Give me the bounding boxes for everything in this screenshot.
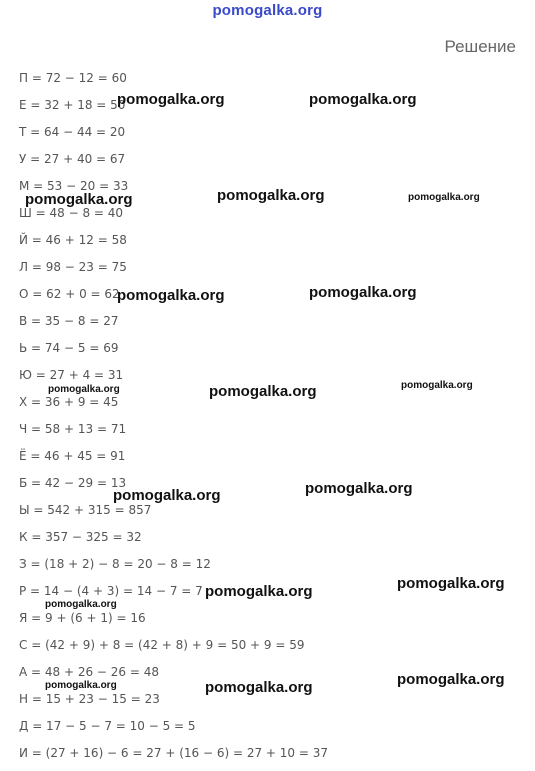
equation-line: Д = 17 − 5 − 7 = 10 − 5 = 5	[19, 719, 196, 733]
solution-heading: Решение	[444, 37, 516, 56]
watermark: pomogalka.org	[45, 680, 117, 691]
equation-line: М = 53 − 20 = 33	[19, 179, 129, 193]
equation-line: Ч = 58 + 13 = 71	[19, 422, 127, 436]
watermark: pomogalka.org	[305, 480, 413, 497]
equation-line: Р = 14 − (4 + 3) = 14 − 7 = 7	[19, 584, 203, 598]
equation-line: Ё = 46 + 45 = 91	[19, 449, 126, 463]
watermark: pomogalka.org	[45, 599, 117, 610]
watermark: pomogalka.org	[113, 487, 221, 504]
equation-list	[19, 69, 328, 771]
equation-line: Е = 32 + 18 = 50	[19, 98, 126, 112]
watermark: pomogalka.org	[205, 679, 313, 696]
watermark: pomogalka.org	[117, 287, 225, 304]
watermark: pomogalka.org	[205, 583, 313, 600]
equation-line: Ю = 27 + 4 = 31	[19, 368, 124, 382]
equation-line: О = 62 + 0 = 62	[19, 287, 120, 301]
equation-line: З = (18 + 2) − 8 = 20 − 8 = 12	[19, 557, 211, 571]
equation-line: Т = 64 − 44 = 20	[19, 125, 126, 139]
equation-line: И = (27 + 16) − 6 = 27 + (16 − 6) = 27 + 10 = 37	[19, 746, 329, 760]
watermark: pomogalka.org	[25, 191, 133, 208]
watermark: pomogalka.org	[408, 192, 480, 203]
equation-line: Й = 46 + 12 = 58	[19, 233, 127, 247]
equation-line: Н = 15 + 23 − 15 = 23	[19, 692, 160, 706]
watermark: pomogalka.org	[217, 187, 325, 204]
watermark: pomogalka.org	[209, 383, 317, 400]
equation-line: Ь = 74 − 5 = 69	[19, 341, 119, 355]
equation-line: Х = 36 + 9 = 45	[19, 395, 119, 409]
watermark: pomogalka.org	[401, 380, 473, 391]
equation-line: Л = 98 − 23 = 75	[19, 260, 127, 274]
equation-line: П = 72 − 12 = 60	[19, 71, 127, 85]
equation-line: В = 35 − 8 = 27	[19, 314, 119, 328]
watermark: pomogalka.org	[309, 91, 417, 108]
watermark: pomogalka.org	[397, 671, 505, 688]
watermark: pomogalka.org	[309, 284, 417, 301]
equation-line: С = (42 + 9) + 8 = (42 + 8) + 9 = 50 + 9 = 59	[19, 638, 305, 652]
equation-line: Я = 9 + (6 + 1) = 16	[19, 611, 146, 625]
top-watermark: pomogalka.org	[212, 2, 323, 19]
equation-line: Ш = 48 − 8 = 40	[19, 206, 124, 220]
watermark: pomogalka.org	[117, 91, 225, 108]
watermark: pomogalka.org	[397, 575, 505, 592]
equation-line: У = 27 + 40 = 67	[19, 152, 126, 166]
equation-line: Б = 42 − 29 = 13	[19, 476, 127, 490]
equation-line: А = 48 + 26 − 26 = 48	[19, 665, 160, 679]
equation-line: Ы = 542 + 315 = 857	[19, 503, 152, 517]
watermark: pomogalka.org	[48, 384, 120, 395]
equation-line: К = 357 − 325 = 32	[19, 530, 142, 544]
